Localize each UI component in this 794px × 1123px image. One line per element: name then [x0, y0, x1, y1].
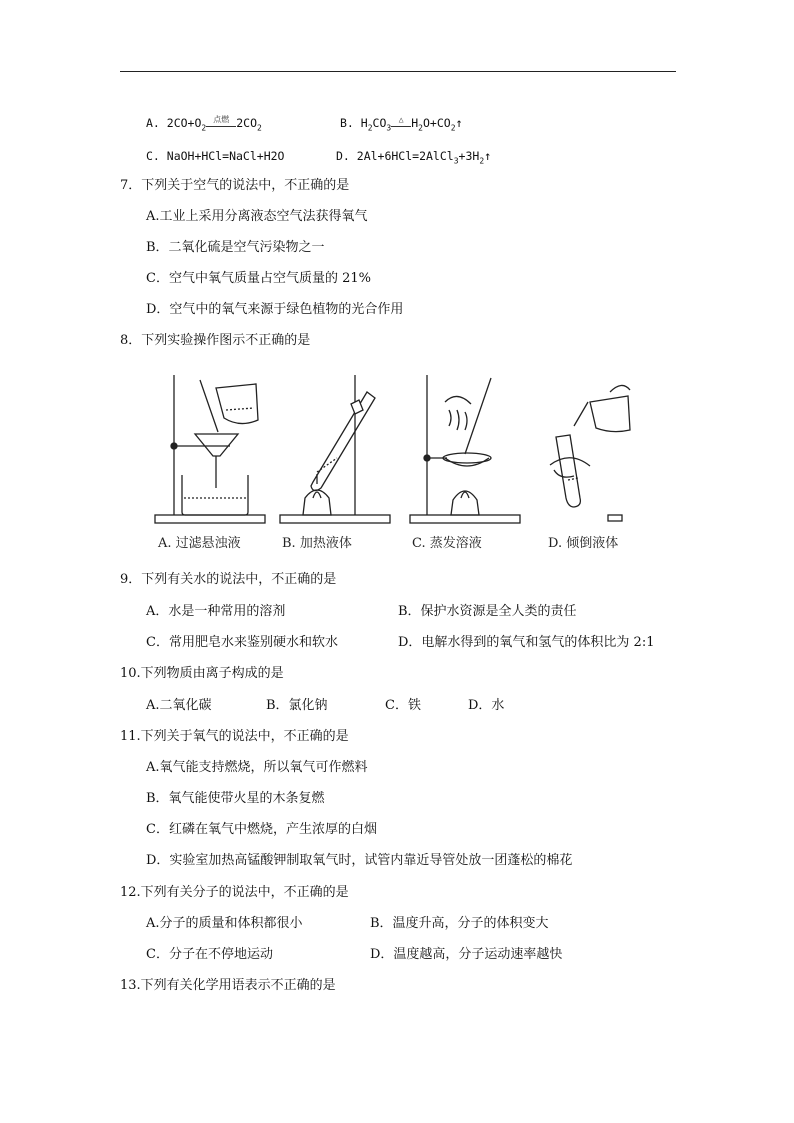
q9-option-a: A．水是一种常用的溶剂	[146, 604, 286, 619]
header-rule	[120, 71, 676, 72]
q10-stem: 10.下列物质由离子构成的是	[120, 666, 284, 681]
q6-option-c: C. NaOH+HCl=NaCl+H2O	[146, 149, 285, 163]
caption-b: B. 加热液体	[282, 536, 352, 551]
q11-option-c: C．红磷在氧气中燃烧，产生浓厚的白烟	[146, 822, 377, 837]
q7-stem: 7．下列关于空气的说法中，不正确的是	[120, 178, 350, 193]
q9-stem: 9．下列有关水的说法中，不正确的是	[120, 572, 337, 587]
filtration-apparatus-icon	[155, 375, 265, 523]
q9-option-c: C．常用肥皂水来鉴别硬水和软水	[146, 635, 338, 650]
caption-c: C. 蒸发溶液	[412, 536, 482, 551]
q7-option-a: A.工业上采用分离液态空气法获得氧气	[146, 209, 368, 224]
caption-d: D. 倾倒液体	[548, 536, 619, 551]
q12-option-a: A.分子的质量和体积都很小	[146, 916, 303, 931]
q10-option-a: A.二氧化碳	[146, 698, 212, 713]
q7-option-c: C．空气中氧气质量占空气质量的 21%	[146, 271, 371, 286]
q12-option-b: B．温度升高，分子的体积变大	[370, 916, 549, 931]
q7-option-d: D．空气中的氧气来源于绿色植物的光合作用	[146, 302, 404, 317]
q11-stem: 11.下列关于氧气的说法中，不正确的是	[120, 729, 349, 744]
q13-stem: 13.下列有关化学用语表示不正确的是	[120, 978, 336, 993]
reaction-condition-sign: 点燃	[206, 124, 236, 127]
q9-option-b: B．保护水资源是全人类的责任	[398, 604, 577, 619]
heat-condition-sign: △	[391, 124, 411, 127]
q7-option-b: B．二氧化硫是空气污染物之一	[146, 240, 325, 255]
q12-stem: 12.下列有关分子的说法中，不正确的是	[120, 885, 349, 900]
q11-option-b: B．氧气能使带火星的木条复燃	[146, 791, 325, 806]
gas-arrow-icon: ↑	[484, 149, 492, 163]
heating-test-tube-icon	[280, 375, 390, 523]
q12-option-d: D．温度越高，分子运动速率越快	[370, 947, 563, 962]
q11-option-a: A.氧气能支持燃烧，所以氧气可作燃料	[146, 760, 368, 775]
pouring-liquid-icon	[550, 385, 630, 521]
q6-option-d: D. $2Al+6HCl=2AlCl_3+3H_2↑$	[336, 149, 492, 166]
q9-option-d: D．电解水得到的氧气和氢气的体积比为 2:1	[398, 635, 655, 650]
q11-option-d: D．实验室加热高锰酸钾制取氧气时，试管内靠近导管处放一团蓬松的棉花	[146, 853, 573, 868]
lab-apparatus-figure	[150, 370, 640, 555]
q6-option-b: B. $H_2CO_3$ △ $H_2O+CO_2↑$	[340, 115, 463, 133]
q6-option-a: A. $2CO+O_2$ 点燃 $2CO_2$	[146, 115, 262, 133]
caption-a: A. 过滤悬浊液	[158, 536, 241, 551]
gas-arrow-icon: ↑	[455, 116, 463, 130]
q8-stem: 8．下列实验操作图示不正确的是	[120, 333, 311, 348]
evaporation-apparatus-icon	[410, 375, 520, 523]
q10-option-d: D．水	[468, 698, 505, 713]
q10-option-c: C．铁	[385, 698, 421, 713]
q12-option-c: C．分子在不停地运动	[146, 947, 273, 962]
q10-option-b: B．氯化钠	[266, 698, 328, 713]
